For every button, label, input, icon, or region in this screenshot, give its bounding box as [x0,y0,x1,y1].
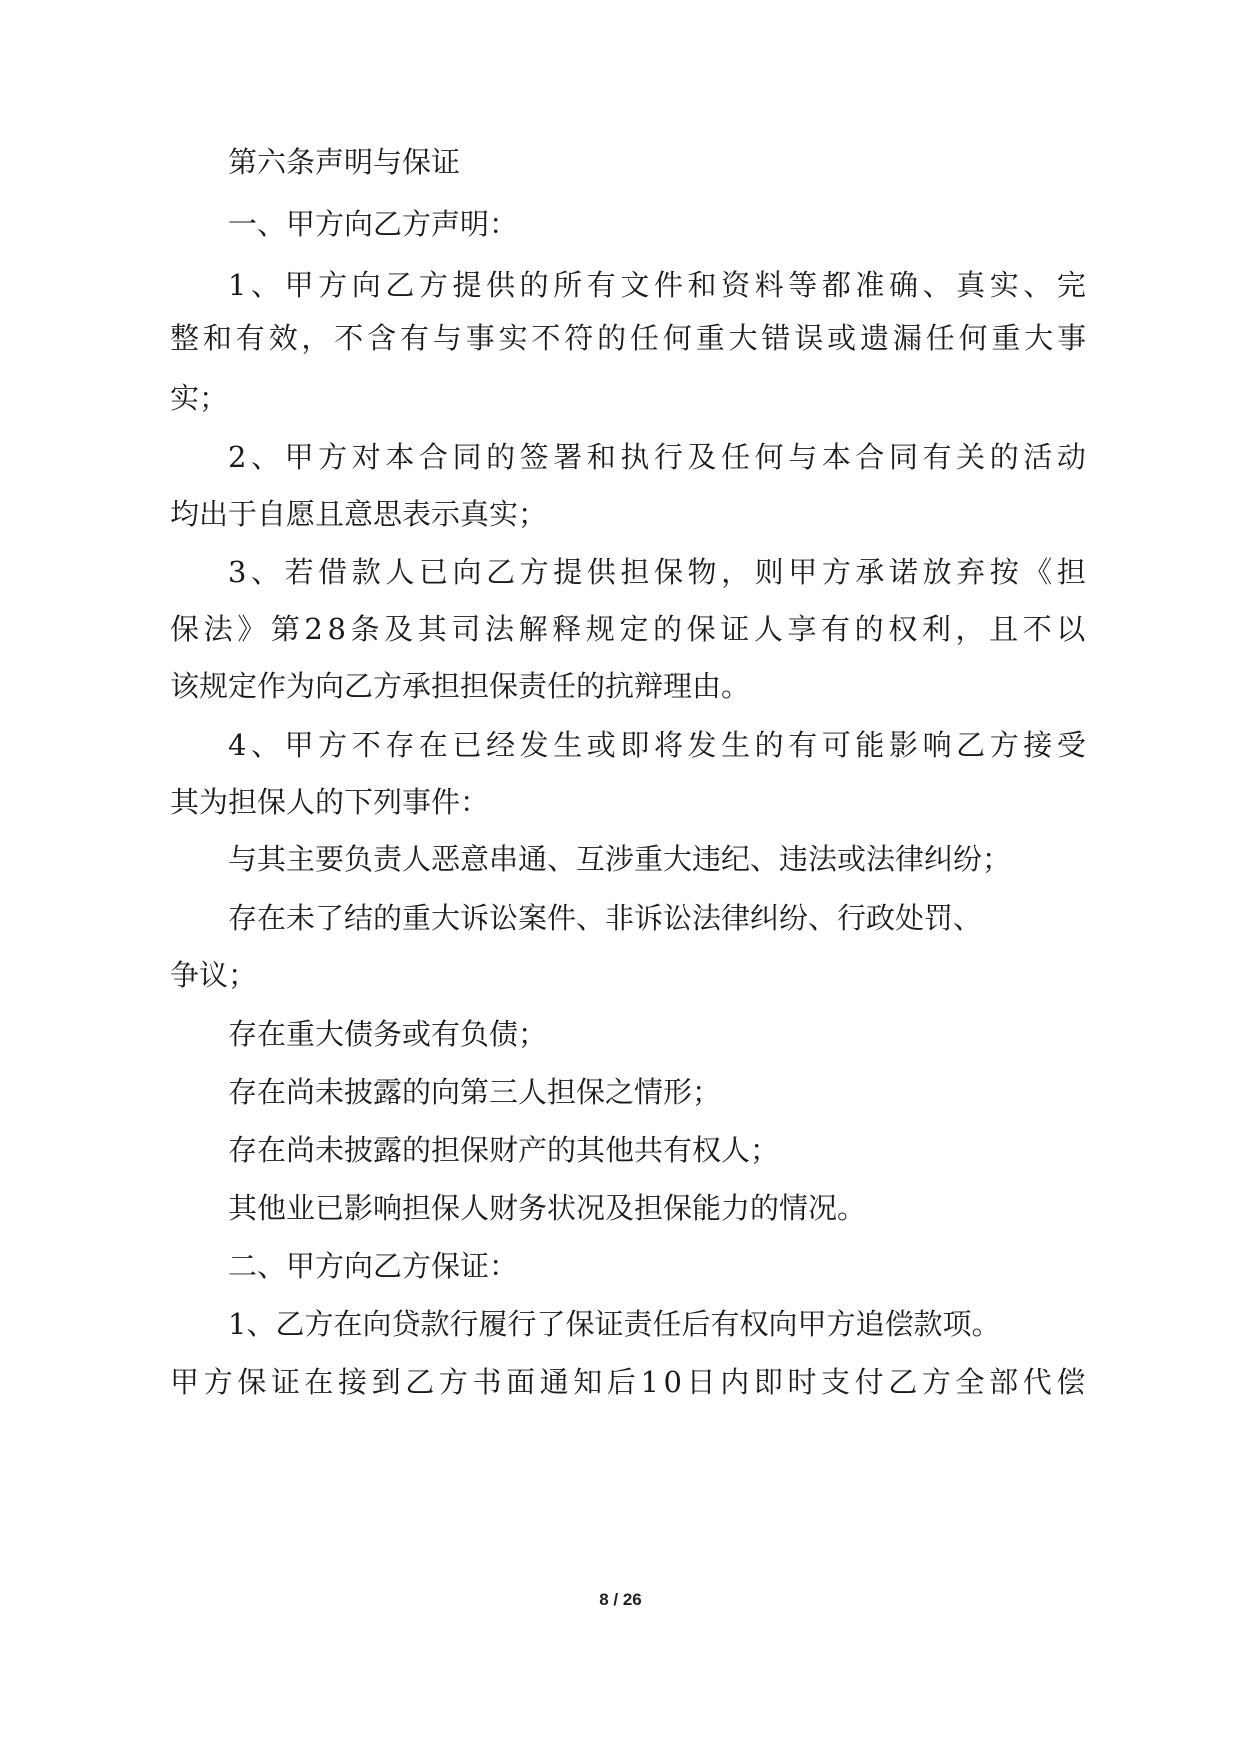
paragraph-line: 实； [170,381,229,415]
subsection-heading: 一、甲方向乙方声明： [228,207,519,241]
list-item: 与其主要负责人恶意串通、互涉重大违纪、违法或法律纠纷； [228,842,1012,876]
paragraph-line: 甲方保证在接到乙方书面通知后10日内即时支付乙方全部代偿 [170,1365,1090,1399]
list-item: 争议； [170,958,258,992]
list-item: 存在重大债务或有负债； [228,1017,548,1051]
paragraph-line: 整和有效，不含有与事实不符的任何重大错误或遗漏任何重大事 [170,321,1091,355]
list-item: 存在尚未披露的担保财产的其他共有权人； [228,1133,780,1167]
paragraph-line: 2、甲方对本合同的签署和执行及任何与本合同有关的活动 [228,440,1091,474]
subsection-heading: 二、甲方向乙方保证： [228,1249,519,1283]
list-item: 存在未了结的重大诉讼案件、非诉讼法律纠纷、行政处罚、 [228,901,983,935]
section-heading: 第六条声明与保证 [228,145,461,179]
paragraph-line: 3、若借款人已向乙方提供担保物，则甲方承诺放弃按《担 [228,555,1091,589]
paragraph-line: 1、乙方在向贷款行履行了保证责任后有权向甲方追偿款项。 [228,1307,1001,1341]
paragraph-line: 1、甲方向乙方提供的所有文件和资料等都准确、真实、完 [228,268,1091,302]
paragraph-line: 保法》第28条及其司法解释规定的保证人享有的权利，且不以 [170,612,1090,646]
list-item: 存在尚未披露的向第三人担保之情形； [228,1075,722,1109]
paragraph-line: 4、甲方不存在已经发生或即将发生的有可能影响乙方接受 [228,728,1091,762]
paragraph-line: 该规定作为向乙方承担担保责任的抗辩理由。 [170,669,751,703]
list-item: 其他业已影响担保人财务状况及担保能力的情况。 [228,1191,867,1225]
page-number: 8 / 26 [599,1590,642,1609]
paragraph-line: 其为担保人的下列事件： [170,785,490,819]
paragraph-line: 均出于自愿且意思表示真实； [170,497,548,531]
